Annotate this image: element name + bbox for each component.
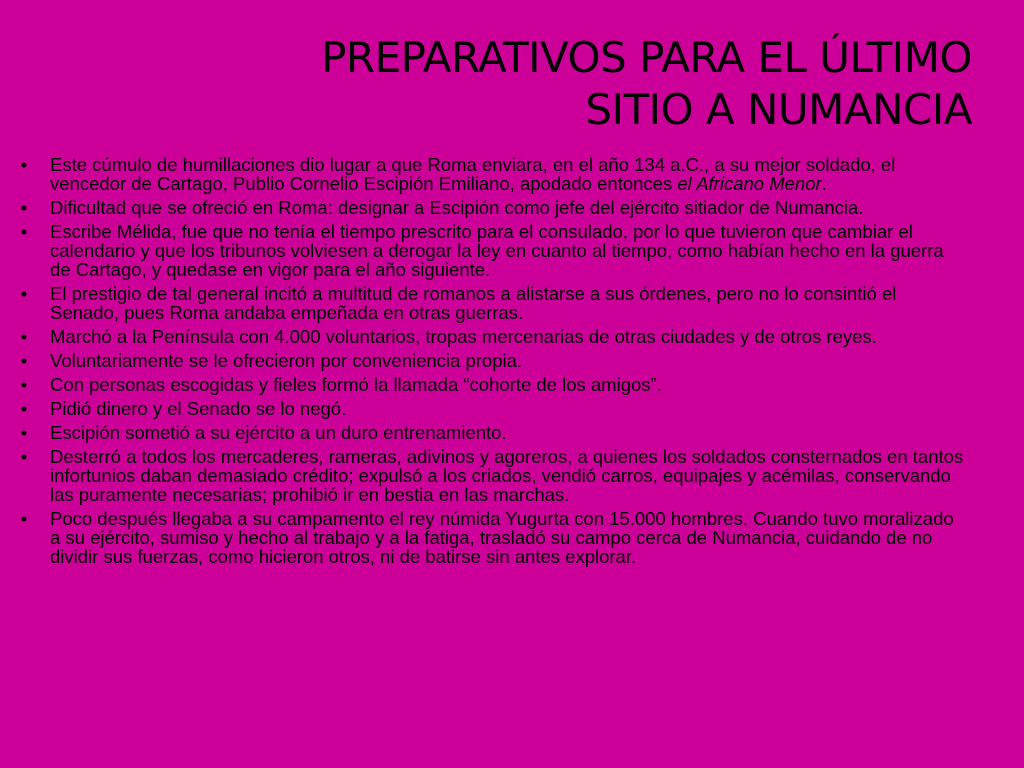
bullet-icon: •: [20, 154, 28, 175]
bullet-text: Con personas escogidas y fieles formó la llamada “cohorte de los amigos”.: [50, 374, 662, 395]
bullet-icon: •: [20, 374, 28, 395]
bullet-item: [14, 509, 964, 566]
bullet-text-tail: .: [821, 173, 827, 194]
bullet-text: Voluntariamente se le ofrecieron por conveniencia propia.: [50, 350, 523, 371]
bullet-icon: •: [20, 422, 28, 443]
bullet-icon: •: [20, 350, 28, 371]
bullet-item: [14, 284, 964, 322]
bullet-text: Poco después llegaba a su campamento el rey númida Yugurta con 15.000 hombres. Cuando tuvo moralizado a su ejército, sumiso y hecho al trabajo y a la fatiga, trasladó su campo cerca de Numancia, cuidando de no dividir sus fuerzas, como hicieron otros, ni de batirse sin antes explorar.: [50, 508, 954, 567]
bullet-icon: •: [20, 197, 28, 218]
bullet-item: [14, 327, 964, 346]
bullet-item: [14, 375, 964, 394]
bullet-text: Pidió dinero y el Senado se lo negó.: [50, 398, 347, 419]
bullet-icon: •: [20, 446, 28, 467]
bullet-item: [14, 222, 964, 279]
bullet-icon: •: [20, 221, 28, 242]
bullet-text-italic: el Africano Menor: [677, 173, 822, 194]
slide-title: [92, 32, 972, 136]
bullet-text: Desterró a todos los mercaderes, rameras, adivinos y agoreros, a quienes los soldados consternados en tantos infortunios daban demasiado crédito; expulsó a los criados, vendió carros, equipajes y acémilas, conservando las puramente necesarias; prohibió ir en bestia en las marchas.: [50, 446, 964, 505]
bullet-item: [14, 155, 964, 193]
bullet-item: [14, 447, 964, 504]
bullet-icon: •: [20, 398, 28, 419]
bullet-icon: •: [20, 508, 28, 529]
bullet-list: [14, 155, 964, 571]
bullet-icon: •: [20, 283, 28, 304]
title-line-1: PREPARATIVOS PARA EL ÚLTIMO: [321, 33, 972, 82]
bullet-text: Dificultad que se ofreció en Roma: designar a Escipión como jefe del ejército sitiador de Numancia.: [50, 197, 864, 218]
bullet-item: [14, 399, 964, 418]
bullet-item: [14, 423, 964, 442]
bullet-text: Este cúmulo de humillaciones dio lugar a que Roma enviara, en el año 134 a.C., a su mejor soldado, el vencedor de Cartago, Publio Cornelio Escipión Emiliano, apodado entonces: [50, 154, 896, 194]
bullet-item: [14, 198, 964, 217]
title-line-2: SITIO A NUMANCIA: [585, 85, 972, 134]
bullet-icon: •: [20, 326, 28, 347]
bullet-text: Escribe Mélida, fue que no tenía el tiempo prescrito para el consulado, por lo que tuvieron que cambiar el calendario y que los tribunos volviesen a derogar la ley en cuanto al tiempo, como habían hecho en la guerra de Cartago, y quedase en vigor para el año siguiente.: [50, 221, 944, 280]
bullet-item: [14, 351, 964, 370]
bullet-text: Escipión sometió a su ejército a un duro entrenamiento.: [50, 422, 507, 443]
bullet-text: Marchó a la Península con 4.000 voluntarios, tropas mercenarias de otras ciudades y de otros reyes.: [50, 326, 877, 347]
bullet-text: El prestigio de tal general incitó a multitud de romanos a alistarse a sus órdenes, pero no lo consintió el Senado, pues Roma andaba empeñada en otras guerras.: [50, 283, 897, 323]
